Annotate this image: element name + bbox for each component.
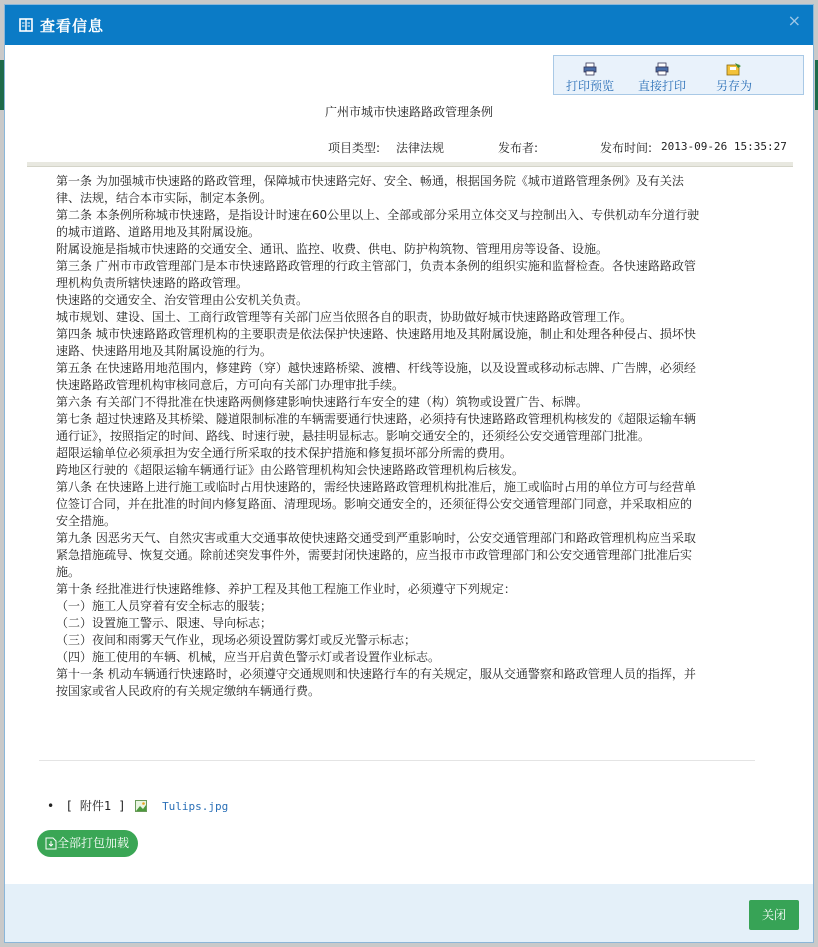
type-label: 项目类型: bbox=[328, 141, 381, 155]
body-line: 第四条 城市快速路路政管理机构的主要职责是依法保护快速路、快速路用地及其附属设施，制止和处理各种侵占、损坏快 bbox=[56, 327, 696, 341]
close-icon[interactable]: × bbox=[787, 11, 801, 30]
attachment-label: [ 附件1 ] bbox=[65, 799, 126, 813]
body-line: 位签订合同，并在批准的时间内修复路面、清理现场。影响交通安全的，还须征得公安交通管理部门同意，并采取相应的 bbox=[56, 497, 693, 511]
body-line: （一）施工人员穿着有安全标志的服装； bbox=[56, 599, 273, 613]
body-line: 第二条 本条例所称城市快速路，是指设计时速在60公里以上、全部或部分采用立体交叉与控制出入、专供机动车分道行驶 bbox=[56, 208, 700, 222]
direct-print-button[interactable] bbox=[634, 56, 690, 96]
body-line: 的城市道路、道路用地及其附属设施。 bbox=[56, 225, 261, 239]
download-all-button[interactable] bbox=[37, 830, 138, 857]
body-line: 快速路路政管理机构审核同意后，方可向有关部门办理审批手续。 bbox=[56, 378, 405, 392]
body-line: 第八条 在快速路上进行施工或临时占用快速路的，需经快速路路政管理机构批准后，施工或临时占用的单位方可与经营单 bbox=[56, 480, 696, 494]
image-file-icon bbox=[135, 800, 147, 812]
publish-time-value: 2013-09-26 15:35:27 bbox=[661, 140, 787, 153]
download-icon bbox=[45, 837, 57, 850]
document-body bbox=[56, 173, 706, 700]
body-line: 通行证》，按照指定的时间、路线、时速行驶，悬挂明显标志。影响交通安全的，还须经公安交通管理部门批准。 bbox=[56, 429, 651, 443]
body-line: 施。 bbox=[56, 565, 81, 579]
close-button[interactable]: 关闭 bbox=[749, 900, 799, 930]
body-line: 律、法规，结合本市实际，制定本条例。 bbox=[56, 191, 273, 205]
dialog-title: 查看信息 bbox=[40, 17, 105, 35]
body-line: （三）夜间和雨雾天气作业，现场必须设置防雾灯或反光警示标志； bbox=[56, 633, 417, 647]
printer-icon bbox=[583, 62, 597, 76]
save-as-button[interactable] bbox=[710, 56, 758, 96]
type-value: 法律法规 bbox=[396, 141, 445, 155]
body-line: 第七条 超过快速路及其桥梁、隧道限制标准的车辆需要通行快速路，必须持有快速路路政管理机构核发的《超限运输车辆 bbox=[56, 412, 696, 426]
body-line: 按国家或省人民政府的有关规定缴纳车辆通行费。 bbox=[56, 684, 321, 698]
body-line: 第十条 经批准进行快速路维修、养护工程及其他工程施工作业时，必须遵守下列规定： bbox=[56, 582, 516, 596]
body-line: 跨地区行驶的《超限运输车辆通行证》由公路管理机构知会快速路路政管理机构后核发。 bbox=[56, 463, 525, 477]
attachment-row bbox=[47, 797, 228, 814]
print-preview-label: 打印预览 bbox=[565, 79, 614, 93]
header-divider bbox=[27, 162, 793, 167]
publish-time-label: 发布时间: bbox=[600, 141, 653, 155]
body-line: 第三条 广州市市政管理部门是本市快速路路政管理的行政主管部门，负责本条例的组织实施和监督检查。各快速路路政管 bbox=[56, 259, 696, 273]
print-toolbar bbox=[553, 55, 804, 95]
download-all-label: 全部打包加载 bbox=[57, 836, 130, 850]
attachment-file-link[interactable]: Tulips.jpg bbox=[162, 800, 229, 813]
printer-icon bbox=[655, 62, 669, 76]
body-line: 紧急措施疏导、恢复交通。除前述突发事件外，需要封闭快速路的，应当报市市政管理部门和公安交通管理部门批准后实 bbox=[56, 548, 693, 562]
body-line: 安全措施。 bbox=[56, 514, 117, 528]
body-line: 城市规划、建设、国土、工商行政管理等有关部门应当依照各自的职责，协助做好城市快速路路政管理工作。 bbox=[56, 310, 633, 324]
body-line: 第十一条 机动车辆通行快速路时，必须遵守交通规则和快速路行车的有关规定，服从交通警察和路政管理人员的指挥，并 bbox=[56, 667, 696, 681]
body-line: 理机构负责所辖快速路的路政管理。 bbox=[56, 276, 249, 290]
body-line: 第九条 因恶劣天气、自然灾害或重大交通事故使快速路交通受到严重影响时，公安交通管理部门和路政管理机构应当采取 bbox=[56, 531, 696, 545]
save-as-label: 另存为 bbox=[715, 79, 752, 93]
document-title: 广州市城市快速路路政管理条例 bbox=[324, 105, 493, 119]
body-line: 第一条 为加强城市快速路的路政管理，保障城市快速路完好、安全、畅通，根据国务院《城市道路管理条例》及有关法 bbox=[56, 174, 684, 188]
dialog-titlebar bbox=[5, 5, 813, 45]
book-icon bbox=[19, 18, 33, 32]
body-line: 快速路的交通安全、治安管理由公安机关负责。 bbox=[56, 293, 309, 307]
attachment-divider bbox=[39, 760, 755, 761]
body-line: 第五条 在快速路用地范围内，修建跨（穿）越快速路桥梁、渡槽、杆线等设施，以及设置或移动标志牌、广告牌，必须经 bbox=[56, 361, 696, 375]
print-preview-button[interactable] bbox=[562, 56, 618, 96]
publisher-label: 发布者: bbox=[498, 141, 539, 155]
direct-print-label: 直接打印 bbox=[637, 79, 686, 93]
attachment-bullet: • bbox=[47, 799, 55, 813]
save-as-icon bbox=[726, 62, 742, 76]
body-line: 第六条 有关部门不得批准在快速路两侧修建影响快速路行车安全的建（构）筑物或设置广告、标牌。 bbox=[56, 395, 588, 409]
view-info-dialog bbox=[4, 4, 814, 943]
body-line: 超限运输单位必须承担为安全通行所采取的技术保护措施和修复损坏部分所需的费用。 bbox=[56, 446, 513, 460]
body-line: 附属设施是指城市快速路的交通安全、通讯、监控、收费、供电、防护构筑物、管理用房等设备、设施。 bbox=[56, 242, 609, 256]
body-line: 速路、快速路用地及其附属设施的行为。 bbox=[56, 344, 273, 358]
dialog-footer bbox=[5, 884, 813, 942]
body-line: （四）施工使用的车辆、机械，应当开启黄色警示灯或者设置作业标志。 bbox=[56, 650, 441, 664]
body-line: （二）设置施工警示、限速、导向标志； bbox=[56, 616, 273, 630]
